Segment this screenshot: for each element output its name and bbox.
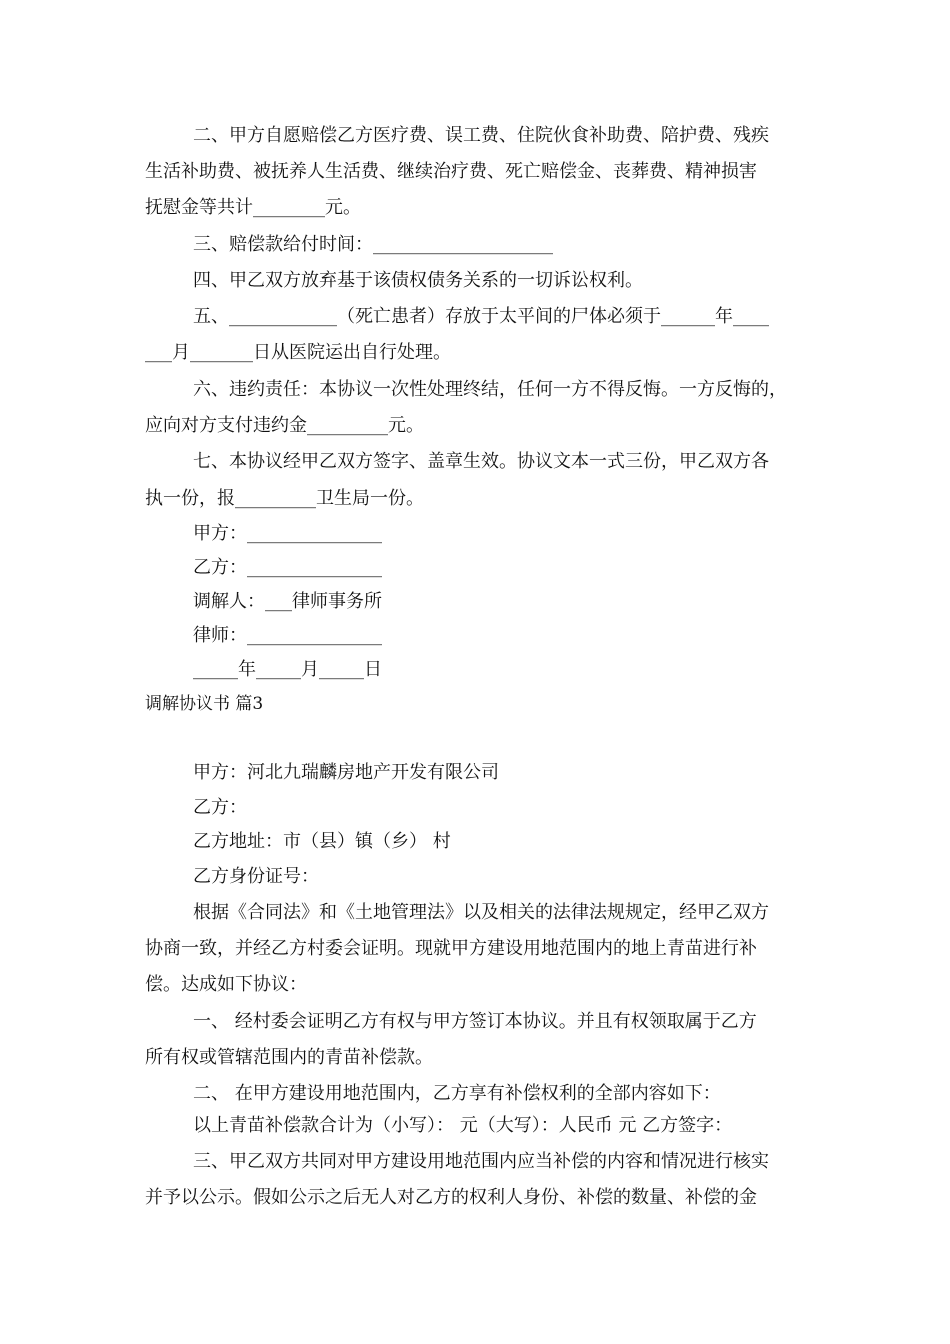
signature-mediator: 调解人：___律师事务所 bbox=[193, 591, 382, 612]
clause-5-line-1: 五、____________（死亡患者）存放于太平间的尸体必须于______年____ bbox=[193, 306, 769, 327]
preamble-line-3: 偿。达成如下协议： bbox=[145, 974, 307, 995]
clause-4: 四、甲乙双方放弃基于该债权债务关系的一切诉讼权利。 bbox=[193, 270, 643, 291]
article-2: 二、 在甲方建设用地范围内，乙方享有补偿权利的全部内容如下： bbox=[193, 1083, 721, 1104]
clause-5-line-2: ___月_______日从医院运出自行处理。 bbox=[145, 342, 451, 363]
party-b: 乙方： bbox=[193, 797, 247, 818]
preamble-line-1: 根据《合同法》和《土地管理法》以及相关的法律法规规定，经甲乙双方 bbox=[193, 902, 769, 923]
clause-2-line-2: 生活补助费、被抚养人生活费、继续治疗费、死亡赔偿金、丧葬费、精神损害 bbox=[145, 161, 757, 182]
clause-6-line-1: 六、违约责任：本协议一次性处理终结，任何一方不得反悔。一方反悔的， bbox=[193, 379, 787, 400]
signature-party-b: 乙方：_______________ bbox=[193, 557, 382, 578]
signature-party-a: 甲方：_______________ bbox=[193, 523, 382, 544]
preamble-line-2: 协商一致，并经乙方村委会证明。现就甲方建设用地范围内的地上青苗进行补 bbox=[145, 938, 757, 959]
clause-3: 三、赔偿款给付时间：____________________ bbox=[193, 234, 553, 255]
article-3-line-1: 三、甲乙双方共同对甲方建设用地范围内应当补偿的内容和情况进行核实 bbox=[193, 1151, 769, 1172]
party-b-id-number: 乙方身份证号： bbox=[193, 866, 319, 887]
section-title: 调解协议书 篇3 bbox=[145, 694, 264, 714]
article-3-line-2: 并予以公示。假如公示之后无人对乙方的权利人身份、补偿的数量、补偿的金 bbox=[145, 1187, 757, 1208]
compensation-total: 以上青苗补偿款合计为（小写）： 元（大写）：人民币 元 乙方签字： bbox=[193, 1115, 733, 1136]
clause-6-line-2: 应向对方支付违约金_________元。 bbox=[145, 415, 424, 436]
party-b-address: 乙方地址：市（县）镇（乡） 村 bbox=[193, 831, 451, 852]
article-1-line-2: 所有权或管辖范围内的青苗补偿款。 bbox=[145, 1047, 433, 1068]
signature-date: _____年_____月_____日 bbox=[193, 659, 382, 680]
signature-lawyer: 律师：_______________ bbox=[193, 625, 382, 646]
clause-2-line-3: 抚慰金等共计________元。 bbox=[145, 197, 361, 218]
clause-2-line-1: 二、甲方自愿赔偿乙方医疗费、误工费、住院伙食补助费、陪护费、残疾 bbox=[193, 125, 769, 146]
clause-7-line-2: 执一份，报_________卫生局一份。 bbox=[145, 488, 424, 509]
clause-7-line-1: 七、本协议经甲乙双方签字、盖章生效。协议文本一式三份，甲乙双方各 bbox=[193, 451, 769, 472]
party-a: 甲方：河北九瑞麟房地产开发有限公司 bbox=[193, 762, 499, 783]
article-1-line-1: 一、 经村委会证明乙方有权与甲方签订本协议。并且有权领取属于乙方 bbox=[193, 1011, 757, 1032]
